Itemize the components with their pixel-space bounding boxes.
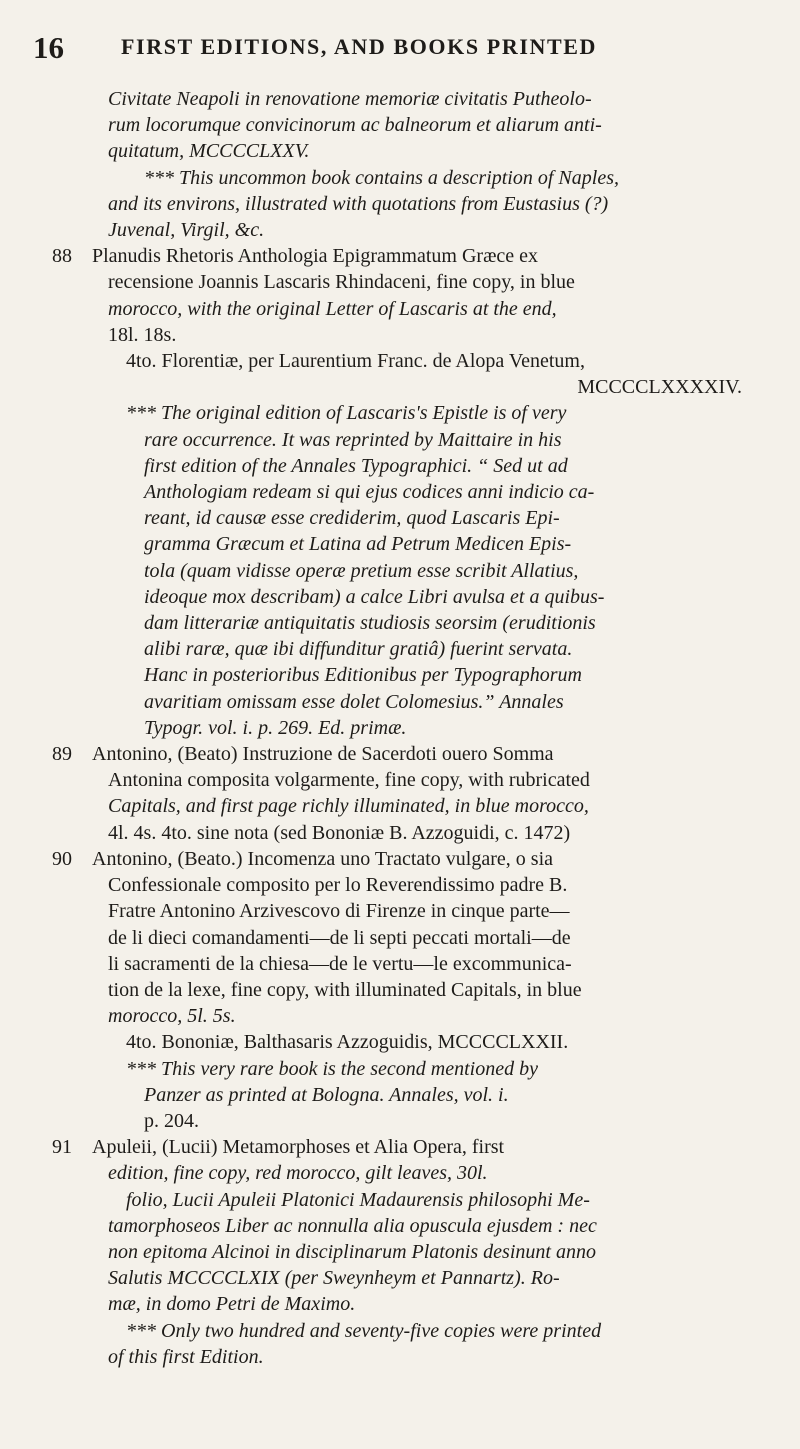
text-line: de li dieci comandamenti—de li septi peccati mortali—de — [108, 926, 571, 949]
text-line: edition, fine copy, red morocco, gilt leaves, 30l. — [108, 1162, 488, 1185]
page-number: 16 — [33, 30, 64, 65]
text-line: Antonina composita volgarmente, fine copy, with rubricated — [108, 769, 590, 792]
note-line: gramma Græcum et Latina ad Petrum Medicen Epis- — [144, 533, 572, 556]
text-line: rum locorumque convicinorum ac balneorum et aliarum anti- — [108, 114, 602, 137]
note-line: Anthologiam redeam si qui ejus codices anni indicio ca- — [144, 481, 595, 504]
note-line: Typogr. vol. i. p. 269. Ed. primæ. — [144, 716, 407, 739]
price-line: 18l. 18s. — [108, 323, 177, 346]
price-line: 4l. 4s. 4to. sine nota (sed Bononiæ B. Azzoguidi, c. 1472) — [108, 821, 571, 844]
note-line: avaritiam omissam esse dolet Colomesius.” Annales — [144, 690, 564, 713]
entry-number: 91 — [52, 1136, 72, 1159]
note-line: *** This very rare book is the second mentioned by — [126, 1057, 538, 1080]
text-line: Civitate Neapoli in renovatione memoriæ civitatis Putheolo- — [108, 88, 592, 110]
note-line: *** Only two hundred and seventy-five copies were printed — [126, 1319, 602, 1342]
note-line: alibi raræ, quæ ibi diffunditur gratiâ) fuerint servata. — [144, 638, 573, 661]
imprint-line: mæ, in domo Petri de Maximo. — [108, 1293, 356, 1316]
note-line: dam litterariæ antiquitatis studiosis seorsim (eruditionis — [144, 612, 596, 635]
entry-title-line: Antonino, (Beato) Instruzione de Sacerdoti ouero Somma — [92, 743, 554, 766]
imprint-line: folio, Lucii Apuleii Platonici Madaurensis philosophi Me- — [126, 1188, 590, 1211]
entry-title-line: Planudis Rhetoris Anthologia Epigrammatum Græce ex — [92, 245, 539, 268]
page-header — [33, 30, 773, 70]
note-line: first edition of the Annales Typographici. “ Sed ut ad — [144, 454, 568, 477]
continuation-entry — [52, 86, 742, 243]
note-line: *** The original edition of Lascaris's Epistle is of very — [126, 402, 567, 425]
note-line: reant, id causæ esse crediderim, quod Lascaris Epi- — [144, 507, 560, 530]
text-line: tion de la lexe, fine copy, with illuminated Capitals, in blue — [108, 978, 582, 1001]
imprint-line: 4to. Florentiæ, per Laurentium Franc. de Alopa Venetum, — [126, 350, 585, 373]
catalogue-entry-88 — [52, 243, 742, 741]
text-line: Fratre Antonino Arzivescovo di Firenze in cinque parte— — [108, 900, 570, 923]
entry-title-line: Apuleii, (Lucii) Metamorphoses et Alia Opera, first — [92, 1136, 505, 1159]
imprint-line: non epitoma Alcinoi in disciplinarum Platonis desinunt anno — [108, 1240, 596, 1263]
imprint-line: tamorphoseos Liber ac nonnulla alia opuscula ejusdem : nec — [108, 1214, 597, 1237]
note-line: Juvenal, Virgil, &c. — [108, 219, 265, 242]
catalogue-entry-91 — [52, 1134, 742, 1370]
note-line: of this first Edition. — [108, 1345, 264, 1368]
imprint-date: MCCCCLXXXXIV. — [577, 376, 742, 399]
catalogue-body — [52, 86, 742, 1370]
note-line: Panzer as printed at Bologna. Annales, vol. i. — [144, 1083, 509, 1106]
catalogue-entry-89 — [52, 741, 742, 846]
text-line: li sacramenti de la chiesa—de le vertu—le excommunica- — [108, 952, 572, 975]
imprint-line: Salutis MCCCCLXIX (per Sweynheym et Pannartz). Ro- — [108, 1267, 560, 1290]
entry-number: 89 — [52, 743, 72, 766]
note-line: p. 204. — [144, 1109, 199, 1132]
text-line: quitatum, MCCCCLXXV. — [108, 140, 310, 163]
note-line: ideoque mox describam) a calce Libri avulsa et a quibus- — [144, 585, 605, 608]
running-title: FIRST EDITIONS, AND BOOKS PRINTED — [121, 34, 597, 59]
entry-number: 90 — [52, 847, 72, 870]
note-line: tola (quam vidisse operæ pretium esse scribit Allatius, — [144, 559, 579, 582]
text-line: Capitals, and first page richly illuminated, in blue morocco, — [108, 795, 589, 818]
text-line: recensione Joannis Lascaris Rhindaceni, fine copy, in blue — [108, 271, 575, 294]
catalogue-entry-90 — [52, 846, 742, 1134]
note-line: Hanc in posterioribus Editionibus per Typographorum — [144, 664, 582, 687]
note-line: and its environs, illustrated with quotations from Eustasius (?) — [108, 192, 609, 215]
note-line: *** This uncommon book contains a description of Naples, — [144, 166, 619, 189]
entry-title-line: Antonino, (Beato.) Incomenza uno Tractato vulgare, o sia — [92, 847, 553, 870]
price-line: morocco, 5l. 5s. — [108, 1005, 236, 1028]
text-line: Confessionale composito per lo Reverendissimo padre B. — [108, 874, 568, 897]
imprint-line: 4to. Bononiæ, Balthasaris Azzoguidis, MCCCCLXXII. — [126, 1031, 569, 1054]
text-line: morocco, with the original Letter of Lascaris at the end, — [108, 297, 557, 320]
entry-number: 88 — [52, 245, 72, 268]
note-line: rare occurrence. It was reprinted by Maittaire in his — [144, 428, 562, 451]
